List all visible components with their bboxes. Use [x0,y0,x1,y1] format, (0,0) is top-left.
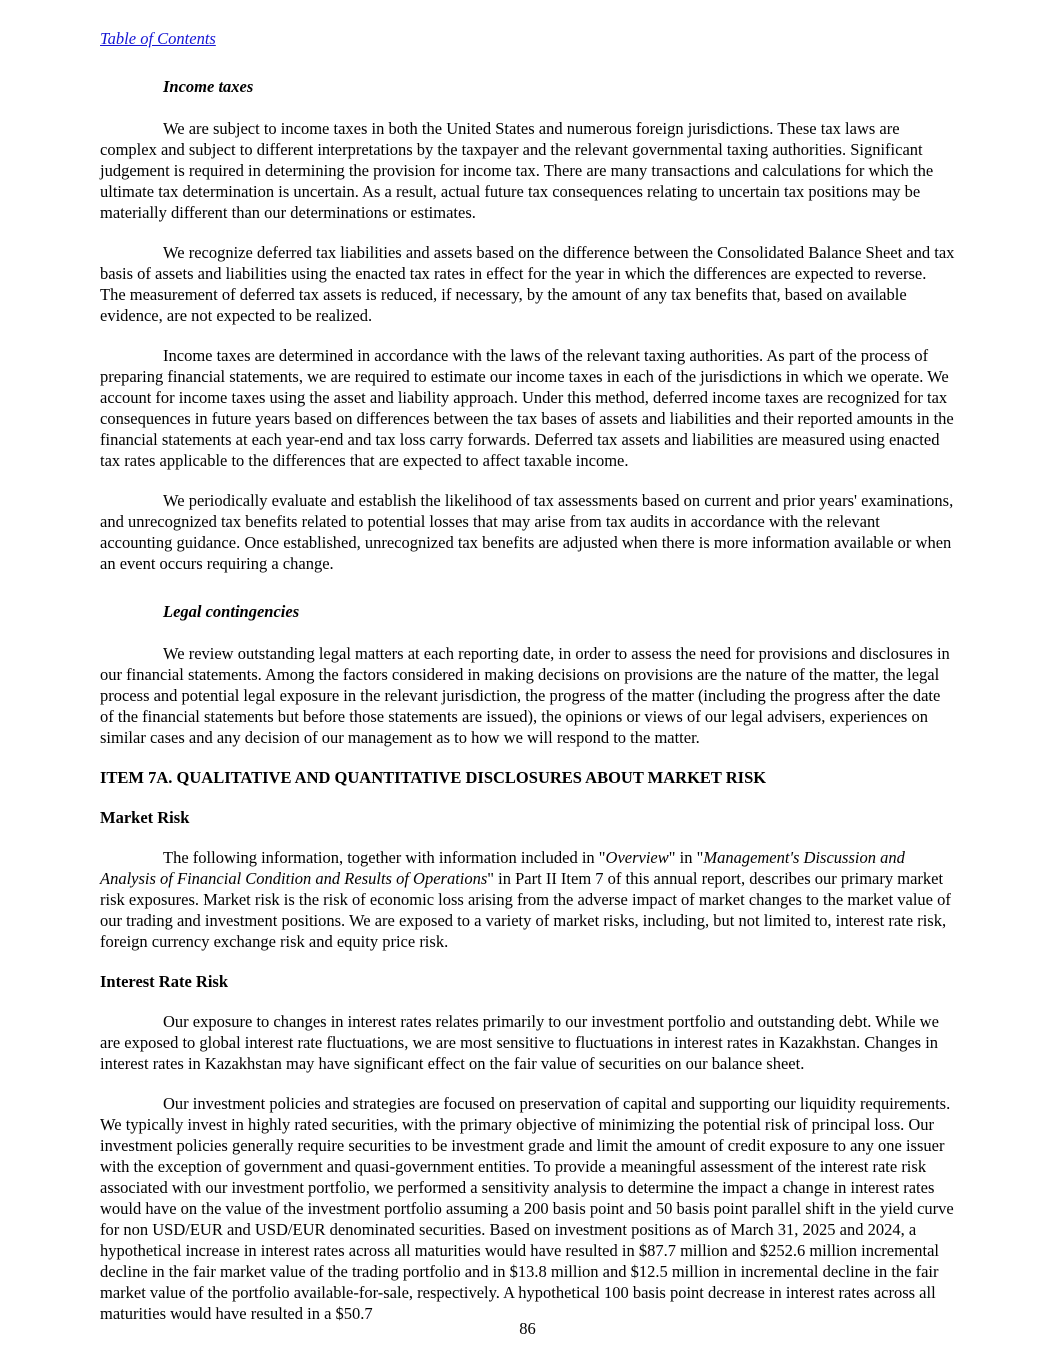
page-number: 86 [519,1319,536,1338]
paragraph-interest-rate-risk-1: Our exposure to changes in interest rates relates primarily to our investment portfolio and outstanding debt. While we are exposed to global interest rate fluctuations, we are most sensitive to fluctuations in interest rates in Kazakhstan. Changes in interest rates in Kazakhstan may have significant effect on the fair value of securities on our balance sheet. [100,1012,939,1073]
table-of-contents-link[interactable]: Table of Contents [100,29,216,48]
paragraph-income-taxes-4: We periodically evaluate and establish the likelihood of tax assessments based on current and prior years' examinations, and unrecognized tax benefits related to potential losses that may arise from tax audits in accordance with the relevant accounting guidance. Once established, unrecognized tax benefits are adjusted when there is more information available or when an event occurs requiring a change. [100,491,954,573]
paragraph-legal-contingencies-1: We review outstanding legal matters at each reporting date, in order to assess the need for provisions and disclosures in our financial statements. Among the factors considered in making decisions on provisions are the nature of the matter, the legal process and potential legal exposure in the relevant jurisdiction, the progress of the matter (including the progress after the date of the financial statements but before those statements are issued), the opinions or views of our legal advisers, experiences on similar cases and any decision of our management as to how we will respond to the matter. [100,644,950,747]
heading-income-taxes: Income taxes [163,77,254,96]
market-risk-text-3: " in Part II Item 7 of this annual report, describes our primary market risk exposures. Market risk is the risk of economic loss arising from the adverse impact of market changes to the market value of our trading and investment positions. We are exposed to a variety of market risks, including, but not limited to, interest rate risk, foreign currency exchange risk and equity price risk. [100,869,951,951]
market-risk-italic-overview: Overview [605,848,669,867]
heading-item-7a: ITEM 7A. QUALITATIVE AND QUANTITATIVE DISCLOSURES ABOUT MARKET RISK [100,768,767,787]
paragraph-income-taxes-1: We are subject to income taxes in both the United States and numerous foreign jurisdictions. These tax laws are complex and subject to different interpretations by the taxpayer and the relevant governmental taxing authorities. Significant judgement is required in determining the provision for income tax. There are many transactions and calculations for which the ultimate tax determination is uncertain. As a result, actual future tax consequences relating to uncertain tax positions may be materially different than our determinations or estimates. [100,119,934,222]
paragraph-income-taxes-3: Income taxes are determined in accordance with the laws of the relevant taxing authorities. As part of the process of preparing financial statements, we are required to estimate our income taxes in each of the jurisdictions in which we operate. We account for income taxes using the asset and liability approach. Under this method, deferred income taxes are recognized for tax consequences in future years based on differences between the tax bases of assets and liabilities and their reported amounts in the financial statements at each year-end and tax loss carry forwards. Deferred tax assets and liabilities are measured using enacted tax rates applicable to the differences that are expected to affect taxable income. [100,346,954,470]
heading-legal-contingencies: Legal contingencies [163,602,300,621]
paragraph-interest-rate-risk-2: Our investment policies and strategies are focused on preservation of capital and supporting our liquidity requirements. We typically invest in highly rated securities, with the primary objective of minimizing the potential risk of principal loss. Our investment policies generally require securities to be investment grade and limit the amount of credit exposure to any one issuer with the exception of government and quasi-government entities. To provide a meaningful assessment of the interest rate risk associated with our investment portfolio, we performed a sensitivity analysis to determine the impact a change in interest rates would have on the value of the investment portfolio assuming a 200 basis point and 50 basis point parallel shift in the yield curve for non USD/EUR and USD/EUR denominated securities. Based on investment positions as of March 31, 2025 and 2024, a hypothetical increase in interest rates across all maturities would have resulted in $87.7 million and $252.6 million incremental decline in the fair market value of the trading portfolio and in $13.8 million and $12.5 million in incremental decline in the fair market value of the portfolio available-for-sale, respectively. A hypothetical 100 basis point decrease in interest rates across all maturities would have resulted in a $50.7 [100,1094,954,1323]
market-risk-text-1: The following information, together with information included in " [163,848,606,867]
heading-market-risk: Market Risk [100,808,190,827]
market-risk-italic-mdna: Management's Discussion and Analysis of Financial Condition and Results of Operations [100,848,905,888]
market-risk-text-2: " in " [668,848,704,867]
paragraph-income-taxes-2: We recognize deferred tax liabilities and assets based on the difference between the Consolidated Balance Sheet and tax basis of assets and liabilities using the enacted tax rates in effect for the year in which the differences are expected to reverse. The measurement of deferred tax assets is reduced, if necessary, by the amount of any tax benefits that, based on available evidence, are not expected to be realized. [100,243,955,325]
heading-interest-rate-risk: Interest Rate Risk [100,972,229,991]
paragraph-market-risk-1 [100,847,955,952]
